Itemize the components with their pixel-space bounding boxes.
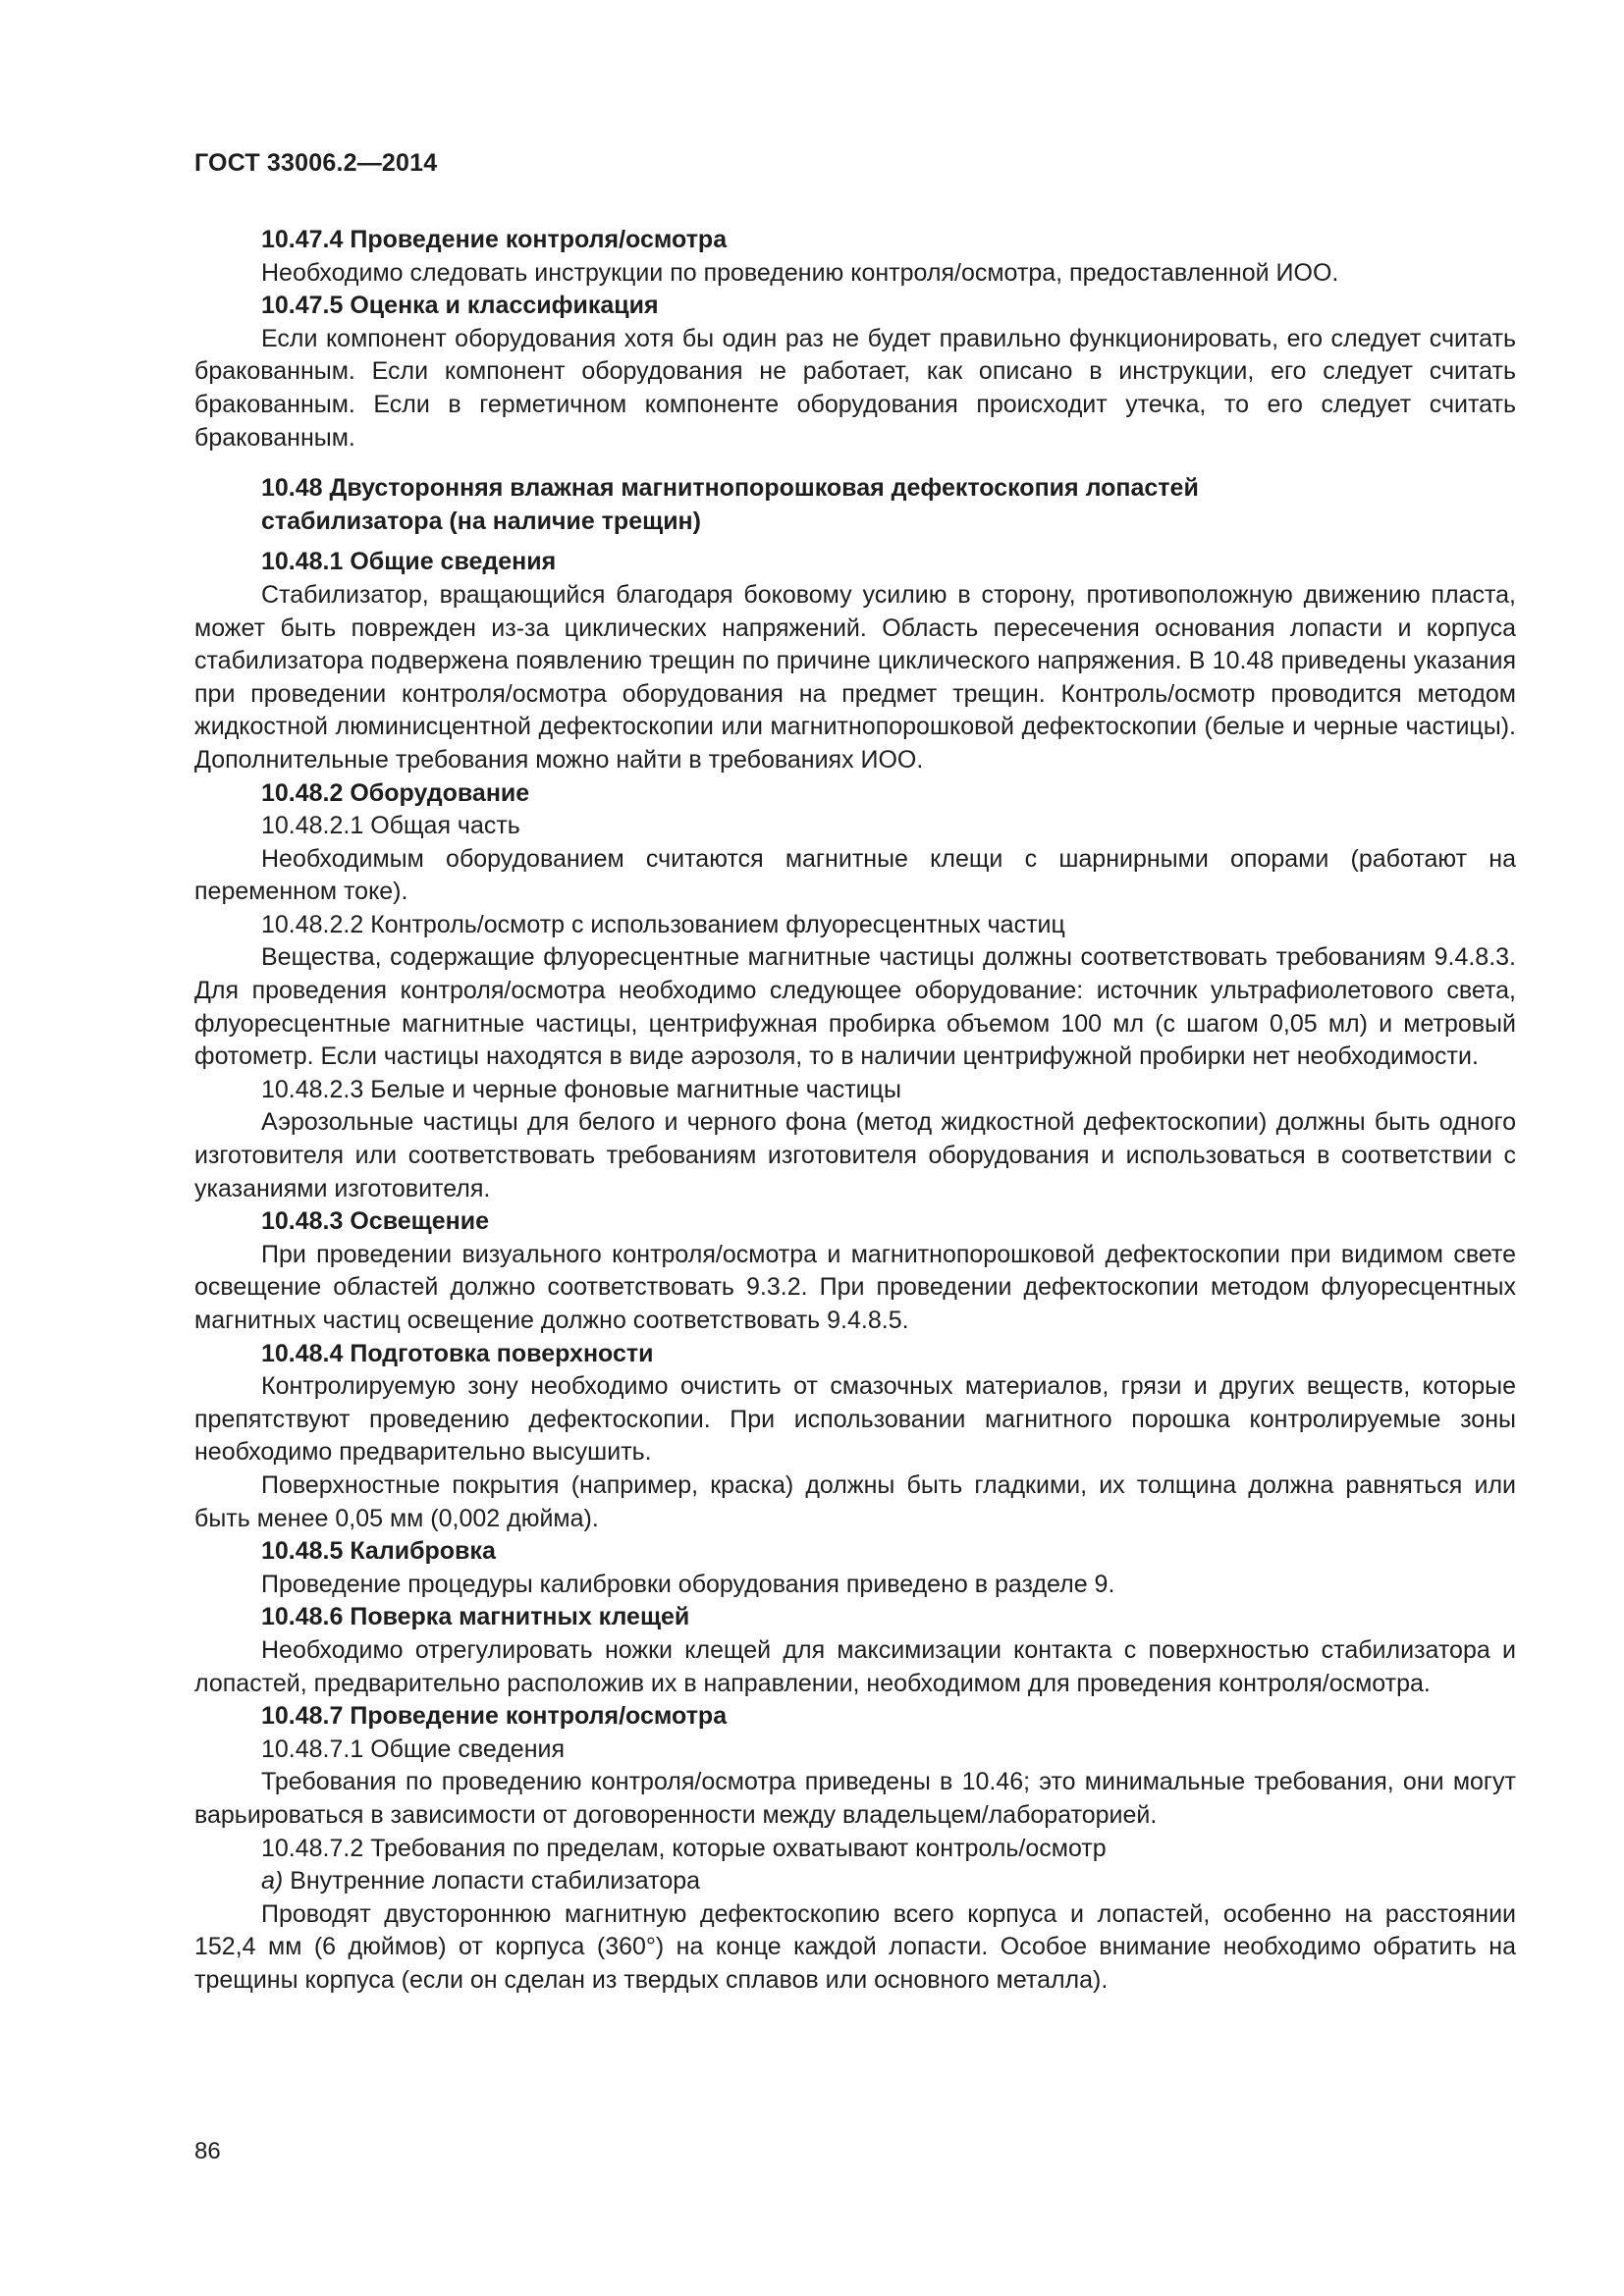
section-heading: 10.47.5 Оценка и классификация — [261, 292, 659, 320]
subsection-heading: 10.48.2.2 Контроль/осмотр с использованием флуоресцентных частиц — [261, 910, 1065, 938]
paragraph: При проведении визуального контроля/осмотра и магнитнопорошковой дефектоскопии при видимом свете освещение областей должно соответствовать 9.3.2. При проведении дефектоскопии методом флуоресцентных магнитных частиц освещение должно соответствовать 9.4.8.5. — [194, 1240, 1516, 1334]
paragraph: Контролируемую зону необходимо очистить от смазочных материалов, грязи и других веществ, которые препятствуют проведению дефектоскопии. При использовании магнитного порошка контролируемые зоны необходимо предварительно высушить. — [194, 1372, 1516, 1467]
paragraph: Необходимо следовать инструкции по проведению контроля/осмотра, предоставленной ИОО. — [261, 258, 1339, 287]
paragraph: Необходимым оборудованием считаются магнитные клещи с шарнирными опорами (работают на переменном токе). — [194, 844, 1516, 906]
paragraph: Стабилизатор, вращающийся благодаря боковому усилию в сторону, противоположную движению пласта, может быть поврежден из-за циклических напряжений. Область пересечения основания лопасти и корпуса стабилизатора подвержена появлению трещин по причине циклического напряжения. В 10.48 приведены указания при проведении контроля/осмотра оборудования на предмет трещин. Контроль/осмотр проводится методом жидкостной люминисцентной дефектоскопии или магнитнопорошковой дефектоскопии (белые и черные частицы). Дополнительные требования можно найти в требованиях ИОО. — [194, 580, 1516, 774]
subsection-heading: 10.48.2.1 Общая часть — [261, 812, 520, 840]
paragraph: Проводят двустороннюю магнитную дефектоскопию всего корпуса и лопастей, особенно на расстоянии 152,4 мм (6 дюймов) от корпуса (360°) на конце каждой лопасти. Особое внимание необходимо обратить на трещины корпуса (если он сделан из твердых сплавов или основного металла). — [194, 1899, 1516, 1994]
paragraph: Аэрозольные частицы для белого и черного фона (метод жидкостной дефектоскопии) должны быть одного изготовителя или соответствовать требованиям изготовителя оборудования и использоваться в соответствии с указаниями изготовителя. — [194, 1108, 1516, 1202]
paragraph: Если компонент оборудования хотя бы один раз не будет правильно функционировать, его следует считать бракованным. Если компонент оборудования не работает, как описано в инструкции, его следует считать бракованным. Если в герметичном компоненте оборудования происходит утечка, то его следует считать бракованным. — [194, 324, 1516, 452]
page-number: 86 — [194, 2138, 221, 2164]
paragraph: Проведение процедуры калибровки оборудования приведено в разделе 9. — [261, 1570, 1115, 1598]
section-title-line: стабилизатора (на наличие трещин) — [261, 507, 701, 535]
subsection-heading: 10.48.7.1 Общие сведения — [261, 1735, 566, 1763]
section-heading: 10.48.3 Освещение — [261, 1207, 490, 1236]
subsection-heading: 10.48.7.2 Требования по пределам, которые охватывают контроль/осмотр — [261, 1834, 1107, 1862]
document-body — [194, 224, 1516, 1997]
section-heading: 10.48.5 Калибровка — [261, 1537, 496, 1566]
paragraph: Вещества, содержащие флуоресцентные магнитные частицы должны соответствовать требованиям 9.4.8.3. Для проведения контроля/осмотра необходимо следующее оборудование: источник ультрафиолетового света, флуоресцентные магнитные частицы, центрифужная пробирка объемом 100 мл (с шагом 0,05 мл) и метровый фотометр. Если частицы находятся в виде аэрозоля, то в наличии центрифужной пробирки нет необходимости. — [194, 943, 1516, 1071]
paragraph: Необходимо отрегулировать ножки клещей для максимизации контакта с поверхностью стабилизатора и лопастей, предварительно расположив их в направлении, необходимом для проведения контроля/осмотра. — [194, 1635, 1516, 1697]
section-heading: 10.48.4 Подготовка поверхности — [261, 1339, 654, 1367]
section-heading: 10.48.6 Поверка магнитных клещей — [261, 1603, 690, 1631]
list-item-marker: а) — [261, 1867, 284, 1896]
list-item — [194, 1865, 1516, 1898]
section-heading: 10.47.4 Проведение контроля/осмотра — [261, 226, 728, 253]
paragraph: Требования по проведению контроля/осмотра приведены в 10.46; это минимальные требования, они могут варьироваться в зависимости от договоренности между владельцем/лабораторией. — [194, 1768, 1516, 1829]
section-heading: 10.48.7 Проведение контроля/осмотра — [261, 1702, 728, 1731]
section-title — [194, 472, 1516, 538]
section-heading: 10.48.2 Оборудование — [261, 778, 530, 807]
paragraph: Поверхностные покрытия (например, краска) должны быть гладкими, их толщина должна равняться или быть менее 0,05 мм (0,002 дюйма). — [194, 1470, 1516, 1532]
document-header: ГОСТ 33006.2—2014 — [194, 149, 438, 177]
section-heading: 10.48.1 Общие сведения — [261, 548, 557, 576]
list-item-text: Внутренние лопасти стабилизатора — [290, 1867, 701, 1896]
section-title-line: 10.48 Двусторонняя влажная магнитнопорошковая дефектоскопия лопастей — [261, 474, 1199, 503]
subsection-heading: 10.48.2.3 Белые и черные фоновые магнитные частицы — [261, 1075, 901, 1103]
